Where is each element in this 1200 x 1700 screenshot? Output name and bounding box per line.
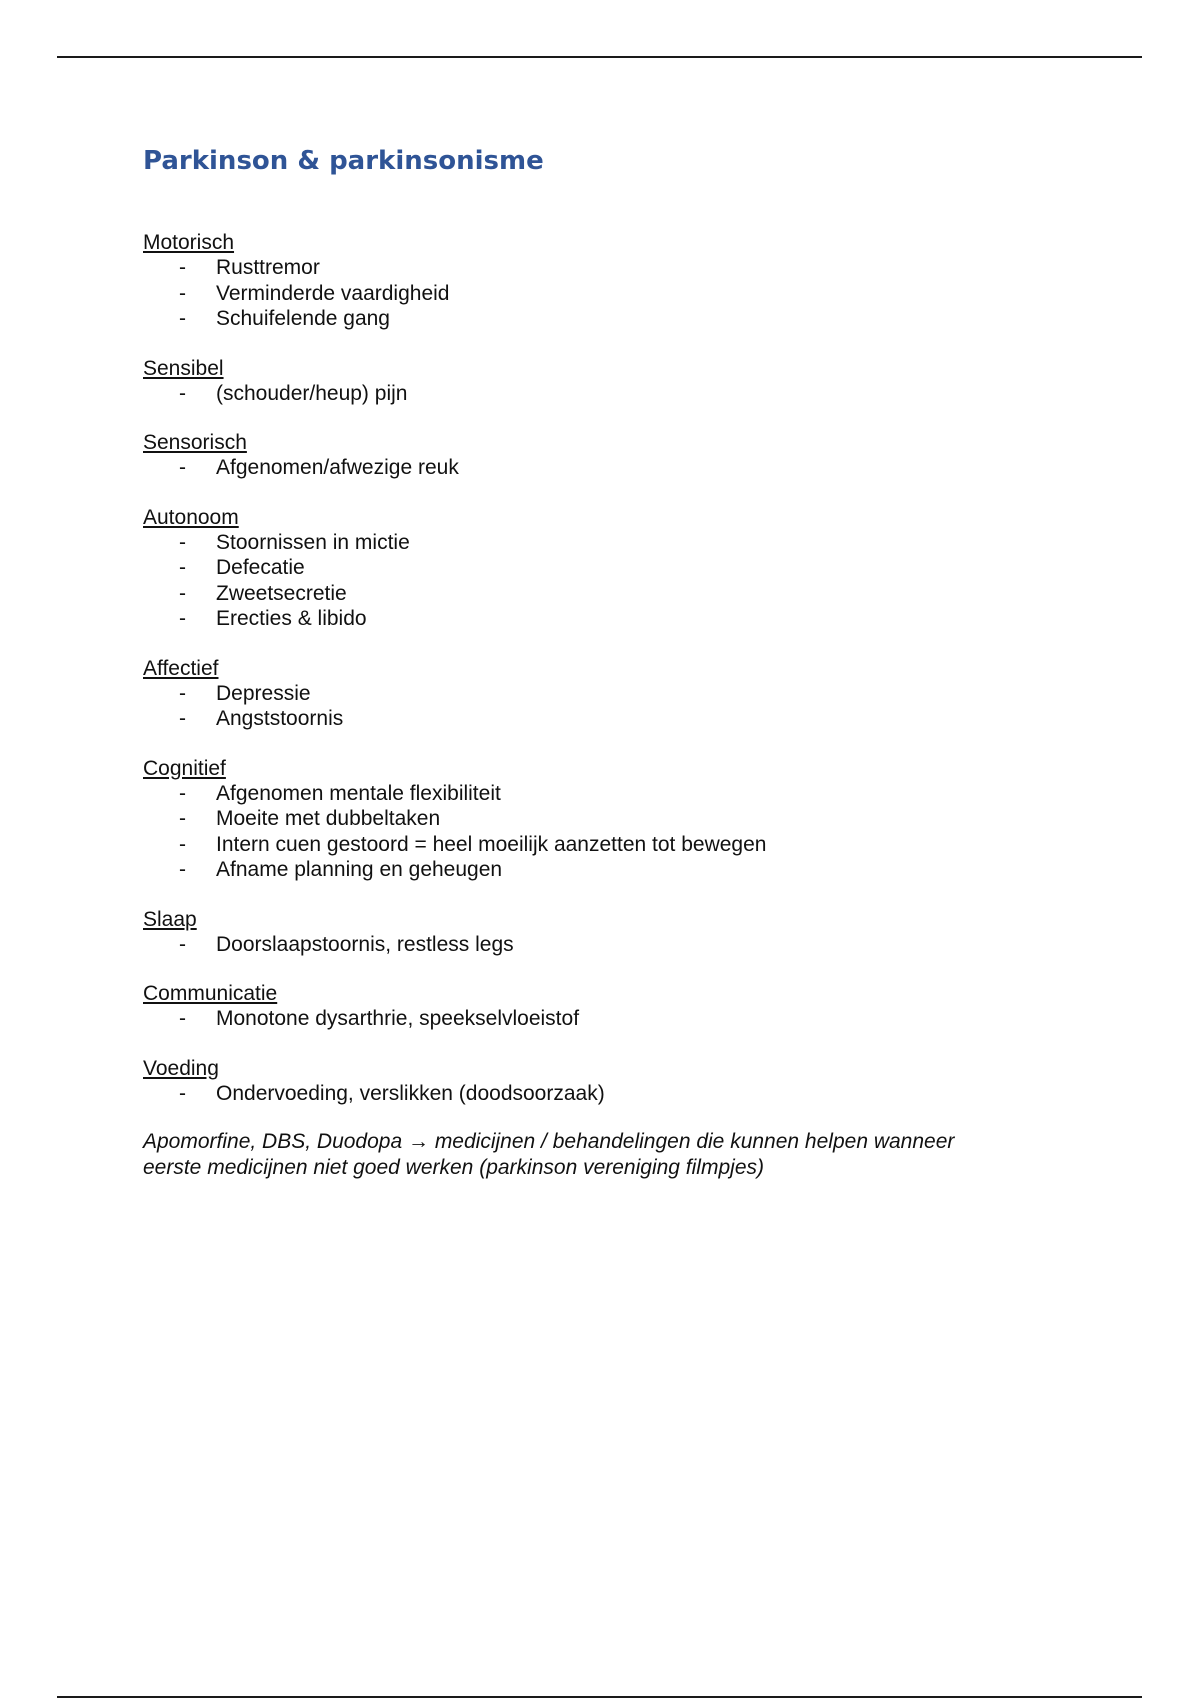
list-item-text: Monotone dysarthrie, speekselvloeistof: [216, 1007, 580, 1030]
section-sensorisch: [143, 430, 1043, 481]
list-item: [143, 606, 1043, 632]
list-item-text: Afgenomen/afwezige reuk: [216, 456, 459, 479]
section-heading: Voeding: [143, 1056, 219, 1080]
footer-rule: [57, 1696, 1142, 1698]
section-affectief: [143, 656, 1043, 732]
dash-bullet: -: [179, 707, 186, 730]
section-item-list: [143, 455, 1043, 481]
dash-bullet: -: [179, 1081, 186, 1105]
dash-bullet: -: [179, 530, 186, 554]
dash-bullet: -: [179, 832, 186, 856]
section-item-list: [143, 530, 1043, 632]
list-item: [143, 932, 1043, 958]
list-item-text: (schouder/heup) pijn: [216, 381, 408, 405]
list-item-text: Rusttremor: [216, 256, 320, 279]
list-item: [143, 806, 1043, 832]
section-sensibel: [143, 356, 1043, 407]
section-heading: Autonoom: [143, 505, 239, 529]
dash-bullet: -: [179, 607, 186, 630]
list-item-text: Afgenomen mentale flexibiliteit: [216, 781, 501, 805]
list-item-text: Angststoornis: [216, 707, 344, 730]
list-item: [143, 255, 1043, 281]
list-item-text: Defecatie: [216, 556, 305, 579]
section-voeding: [143, 1056, 1043, 1107]
list-item-text: Zweetsecretie: [216, 581, 347, 605]
section-item-list: [143, 1081, 1043, 1107]
dash-bullet: -: [179, 1007, 186, 1030]
list-item-text: Intern cuen gestoord = heel moeilijk aanzetten tot bewegen: [216, 832, 767, 856]
symptom-sections: [143, 230, 1043, 1106]
section-item-list: [143, 1006, 1043, 1032]
list-item-text: Doorslaapstoornis, restless legs: [216, 932, 514, 956]
section-item-list: [143, 781, 1043, 883]
dash-bullet: -: [179, 281, 186, 305]
section-item-list: [143, 681, 1043, 732]
section-heading: Affectief: [143, 656, 219, 680]
section-heading: Sensorisch: [143, 431, 247, 454]
list-item-text: Ondervoeding, verslikken (doodsoorzaak): [216, 1081, 605, 1105]
section-communicatie: [143, 981, 1043, 1032]
section-item-list: [143, 932, 1043, 958]
section-item-list: [143, 255, 1043, 332]
list-item: [143, 781, 1043, 807]
section-heading: Cognitief: [143, 756, 226, 780]
treatment-note: Apomorfine, DBS, Duodopa → medicijnen / behandelingen die kunnen helpen wanneer eerste medicijnen niet goed werken (parkinson vereniging filmpjes): [143, 1130, 955, 1179]
list-item: [143, 832, 1043, 858]
list-item: [143, 1081, 1043, 1107]
dash-bullet: -: [179, 256, 186, 279]
list-item: [143, 455, 1043, 481]
dash-bullet: -: [179, 581, 186, 605]
dash-bullet: -: [179, 681, 186, 705]
section-heading: Motorisch: [143, 231, 235, 254]
list-item-text: Afname planning en geheugen: [216, 858, 503, 881]
list-item: [143, 581, 1043, 607]
document-title: Parkinson & parkinsonisme: [143, 146, 544, 176]
dash-bullet: -: [179, 556, 186, 579]
section-heading: Slaap: [143, 907, 197, 931]
section-item-list: [143, 381, 1043, 407]
list-item-text: Stoornissen in mictie: [216, 530, 410, 554]
section-slaap: [143, 907, 1043, 958]
dash-bullet: -: [179, 781, 186, 805]
section-autonoom: [143, 505, 1043, 632]
dash-bullet: -: [179, 807, 186, 830]
dash-bullet: -: [179, 307, 186, 330]
dash-bullet: -: [179, 381, 186, 405]
list-item: [143, 681, 1043, 707]
dash-bullet: -: [179, 932, 186, 956]
list-item: [143, 857, 1043, 883]
list-item: [143, 381, 1043, 407]
header-rule: [57, 56, 1142, 58]
list-item-text: Erecties & libido: [216, 607, 367, 630]
list-item-text: Depressie: [216, 681, 311, 705]
section-motorisch: [143, 230, 1043, 332]
list-item-text: Verminderde vaardigheid: [216, 281, 450, 305]
list-item: [143, 306, 1043, 332]
list-item: [143, 706, 1043, 732]
list-item-text: Moeite met dubbeltaken: [216, 807, 441, 830]
list-item: [143, 1006, 1043, 1032]
dash-bullet: -: [179, 858, 186, 881]
document-body: [143, 140, 1043, 1181]
section-heading: Communicatie: [143, 982, 278, 1005]
section-heading: Sensibel: [143, 356, 224, 380]
list-item-text: Schuifelende gang: [216, 307, 390, 330]
list-item: [143, 530, 1043, 556]
dash-bullet: -: [179, 456, 186, 479]
list-item: [143, 281, 1043, 307]
section-cognitief: [143, 756, 1043, 883]
list-item: [143, 555, 1043, 581]
